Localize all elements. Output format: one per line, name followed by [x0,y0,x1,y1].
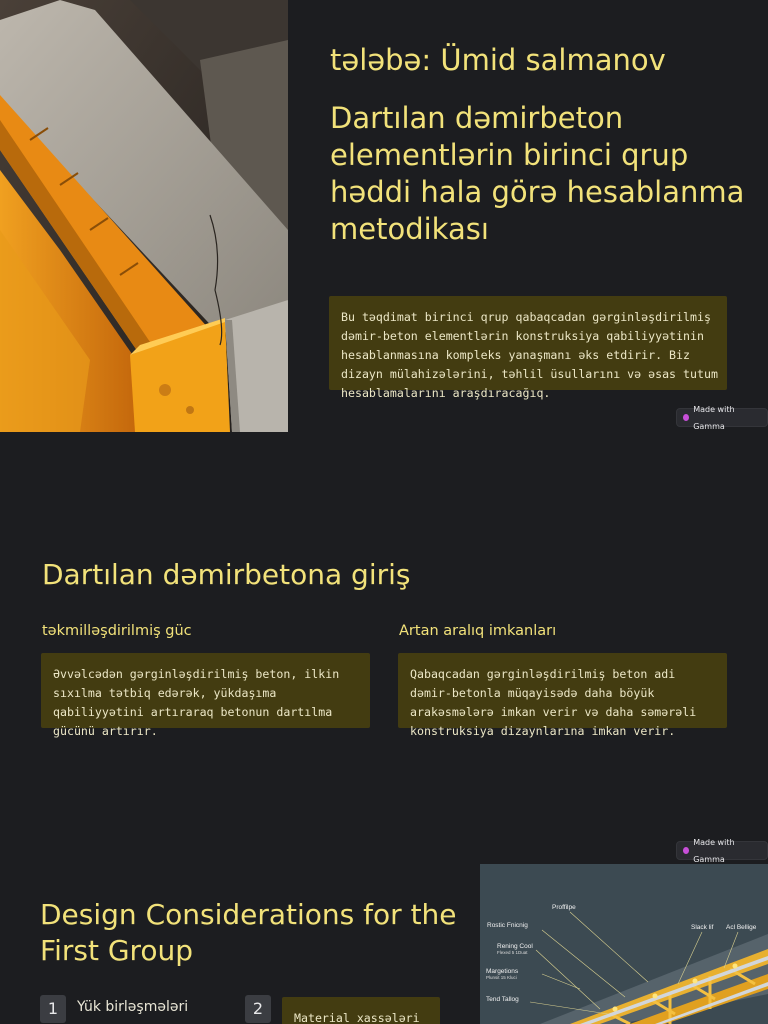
step-label: Material xassələri [294,1011,420,1024]
slide-heading: Design Considerations for the First Group [40,898,457,967]
slide-introduction [0,432,768,864]
bridge-beam-photo [0,0,288,432]
diagram-label: Plunsit 15 Kluci [486,975,517,980]
student-name: tələbə: Ümid salmanov [330,43,666,77]
column-text: Qabaqcadan gərginləşdirilmiş beton adi dəmir-betonla müqayisədə daha böyük arakəsmələrə imkan verir və daha səmərəli konstruksiya dizaynlarına imkan verir. [410,667,697,738]
diagram-label: Acl Bellige [726,924,757,931]
badge-label: Made with Gamma [693,837,735,864]
diagram-label: Rostic Fnicnig [487,922,528,929]
badge-label: Made with Gamma [693,404,735,431]
description-text: Bu təqdimat birinci qrup qabaqcadan gərginləşdirilmiş dəmir-beton elementlərin konstruksiya qabiliyyətinin hesablanmasına kompleks yanaşmanı əks etdirir. Biz dizayn mülahizələrini, təhlil üsullarını və əsas tutum hesablamalarını araşdıracağıq. [341,310,718,400]
diagram-label: Tend Tallog [486,996,519,1003]
made-with-gamma-badge[interactable] [676,404,768,431]
diagram-label: Slack lif [691,924,714,931]
girder-diagram-image [480,864,768,1024]
gamma-logo-icon [683,414,689,421]
step-number-badge: 2 [245,995,271,1023]
column-text: Əvvəlcədən gərginləşdirilmiş beton, ilkin sıxılma tətbiq edərək, yükdaşıma qabiliyyətini artıraraq betonun dartılma gücünü artırır. [53,667,340,738]
step-label: Yük birləşmələri [77,999,189,1015]
slide-title [0,0,768,432]
made-with-gamma-badge[interactable] [676,837,768,864]
diagram-label: Rening Cool [497,943,533,950]
step-number-badge: 1 [40,995,66,1023]
gamma-logo-icon [683,847,689,854]
slide-heading: Dartılan dəmirbetona giriş [42,558,411,591]
slide-design-considerations [0,864,768,1024]
diagram-label: Margetions [486,968,519,975]
column-heading: Artan aralıq imkanları [399,623,557,639]
diagram-label: Flexed 5 1Duat [497,950,528,955]
presentation-title: Dartılan dəmirbeton elementlərin birinci qrup həddi hala görə hesablanma metodikası [330,101,745,246]
column-heading: təkmilləşdirilmiş güc [42,623,192,639]
diagram-label: Proffilpe [552,904,576,911]
